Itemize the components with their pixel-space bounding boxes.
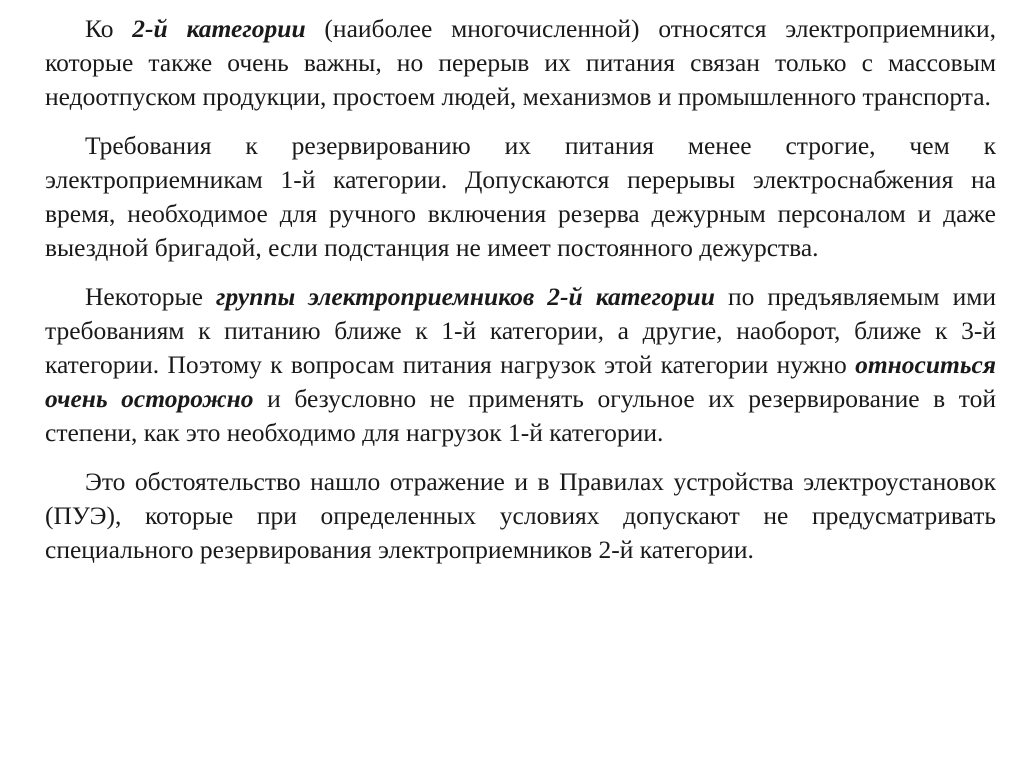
text-segment: Ко xyxy=(85,14,133,43)
document-page xyxy=(45,12,996,582)
emphasis-groups-of-receivers: группы электроприемников 2-й категории xyxy=(216,282,715,311)
text-segment: Требования к резервированию их питания менее строгие, чем к электроприемникам 1-й категории. Допускаются перерывы электроснабжения на время, необходимое для ручного включения резерва дежурным персоналом и даже выездной бригадой, если подстанция не имеет постоянного дежурства. xyxy=(45,131,996,262)
paragraph-groups-of-receivers xyxy=(45,280,996,450)
text-segment: по предъявляемым ими требованиям к питанию ближе к 1-й категории, а другие, наоборот, ближе к 3-й категории. Поэтому к вопросам питания нагрузок этой категории нужно xyxy=(45,282,996,379)
text-segment: (наиболее многочисленной) относятся электроприемники, которые также очень важны, но перерыв их питания связан только с массовым недоотпуском продукции, простоем людей, механизмов и промышленного транспорта. xyxy=(45,14,996,111)
paragraph-pue-rules xyxy=(45,465,996,567)
emphasis-category-2: 2-й категории xyxy=(132,14,306,43)
text-segment: Некоторые xyxy=(85,282,217,311)
text-segment: Это обстоятельство нашло отражение и в Правилах устройства электроустановок (ПУЭ), которые при определенных условиях допускают не предусматривать специального резервирования электроприемников 2-й категории. xyxy=(45,467,996,564)
emphasis-treat-carefully: относиться очень осторожно xyxy=(45,350,996,413)
paragraph-reserve-requirements xyxy=(45,129,996,265)
paragraph-category-2-definition xyxy=(45,12,996,114)
text-segment: и безусловно не применять огульное их резервирование в той степени, как это необходимо для нагрузок 1-й категории. xyxy=(45,384,996,447)
